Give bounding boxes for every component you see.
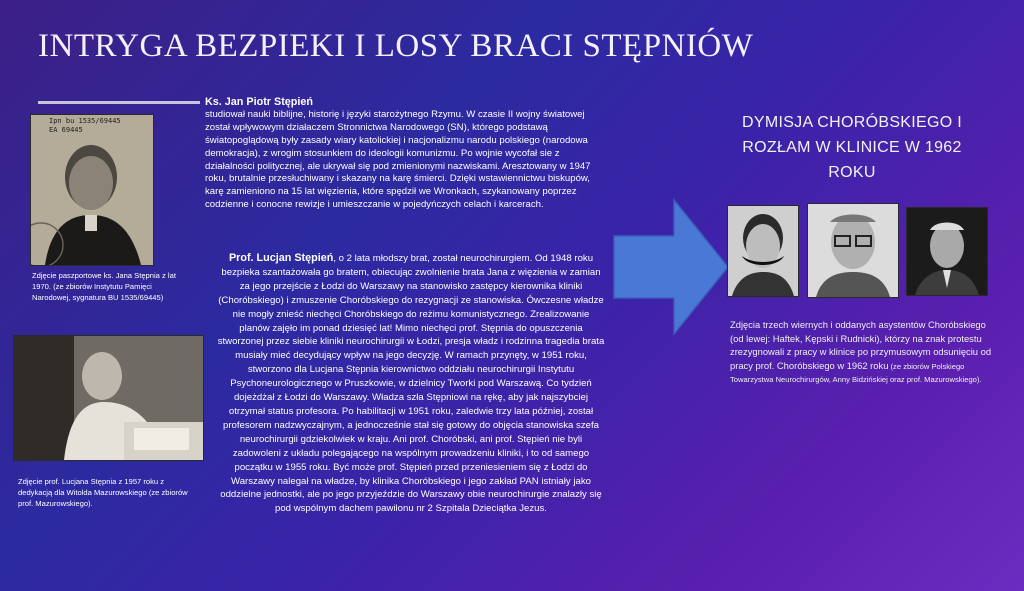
bio-lucjan-stepien [217,252,605,516]
caption-jan-photo: Zdjęcie paszportowe ks. Jana Stępnia z lat 1970. (ze zbiorów Instytutu Pamięci Narodowej, sygnatura BU 1535/69445) [32,271,176,302]
caption-assistants-source: (ze zbiorów Polskiego Towarzystwa Neurochirurgów, Anny Bidzińskiej oraz prof. Mazurowskiego). [730,361,982,385]
caption-lucjan-photo: Zdjęcie prof. Lucjana Stępnia z 1957 roku z dedykacją dla Witolda Mazurowskiego (ze zbiorów prof. Mazurowskiego). [18,477,188,508]
section-title-dismissal: DYMISJA CHORÓBSKIEGO I ROZŁAM W KLINICE W 1962 ROKU [742,114,962,181]
caption-assistants-main: Zdjęcia trzech wiernych i oddanych asystentów Choróbskiego (od lewej: Haftek, Kępski i Rudnicki), którzy na znak protestu zrezygnowali z pracy w klinice po przymusowym odsunięciu od pracy prof. Choróbskiego w 1962 roku [730,319,992,371]
photo-rudnicki [906,207,988,296]
stamp-line-2: EA 69445 [49,126,83,134]
photo-lucjan-stepien-1957 [13,335,204,461]
photo-jan-stepien [30,114,154,266]
photo-kepski [807,203,899,298]
bio-lucjan-name: Prof. Lucjan Stępień [228,252,334,264]
bio-lucjan-text: , o 2 lata młodszy brat, został neurochirurgiem. Od 1948 roku bezpieka szantażowała go bratem, obiecując zwolnienie brata Jana z więzienia w zamian za jego przejście z Łodzi do Warszawy na stanowisko zastępcy kierownika kliniki (Choróbskiego) i zmuszenie Choróbskiego do rezygnacji ze stanowiska. Ówczesne władze nie mogły znieść niechęci Choróbskiego do reżimu komunistycznego. Zrealizowanie planów zajęło im ponad dziesięć lat! Mimo niechęci prof. Stępnia do opuszczenia stworzonej przez siebie kliniki neurochirurgii w Łodzi, presja władz i rodzinna tragedia brata musiały mieć decydujący wpływ na jego decyzję. W ramach przynęty, w 1951 roku, stworzono dla Lucjana Stępnia kierownictwo oddziału neurochirurgii Instytutu Psychoneurologicznego w Pruszkowie, w dzielnicy Tworki pod Warszawą. Co tydzień dojeżdżał z Łodzi do Warszawy. Władza szła Stępniowi na rękę, aby jak najszybciej otrzymał status profesora. Po habilitacji w 1951 roku, zaledwie trzy lata później, został profesorem nadzwyczajnym, a jednocześnie stał się gotowy do objęcia stanowiska szefa neurochirurgii gdziekolwiek w kraju. Ani prof. Choróbski, ani prof. Stępień nie byli zadowoleni z układu polegającego na wspólnym prowadzeniu kliniki, i to od samego początku w 1955 roku. Być może prof. Stępień przed przeniesieniem się z Łodzi do Warszawy nalegał na władze, by klinika Choróbskiego i jego zakład PAN istniały jako oddzielne jednostki, ale po jego przyjeździe do Warszawy obie neurochirurgie znalazły się pod wspólnym dachem pawilonu nr 2 Szpitala Dzieciątka Jezus. [217,253,605,515]
page-title: INTRYGA BEZPIEKI I LOSY BRACI STĘPNIÓW [38,28,754,64]
bio-jan-stepien [205,96,610,212]
photo-haftek [727,205,799,297]
caption-assistants [730,318,1000,386]
bio-jan-text: studiował nauki biblijne, historię i języki starożytnego Rzymu. W czasie II wojny światowej został wpływowym działaczem Stronnictwa Narodowego (SN), którego podstawą światopoglądową były zasady wiary katolickiej i nacjonalizmu narodu polskiego (narodowa demokracja), z wrogim stosunkiem do ideologii komunizmu. Po wojnie wycofał sie z działalności politycznej, ale ukrywał się pod zmienionymi nazwiskami. Aresztowany w 1947 roku, brutalnie przesłuchiwany i skazany na karę śmierci. Dzięki wstawiennictwu biskupów, karę zamieniono na 15 lat więzienia, które spędził we Wronkach, szykanowany poprzez codzienne i conocne rewizje i umieszczanie w pojedyńczych celach i karcerach. [205,108,591,211]
title-underline [38,101,200,104]
stamp-line-1: Ipn bu 1535/69445 [49,117,121,125]
right-arrow-icon [612,198,730,336]
bio-jan-name: Ks. Jan Piotr Stępień [205,96,313,108]
